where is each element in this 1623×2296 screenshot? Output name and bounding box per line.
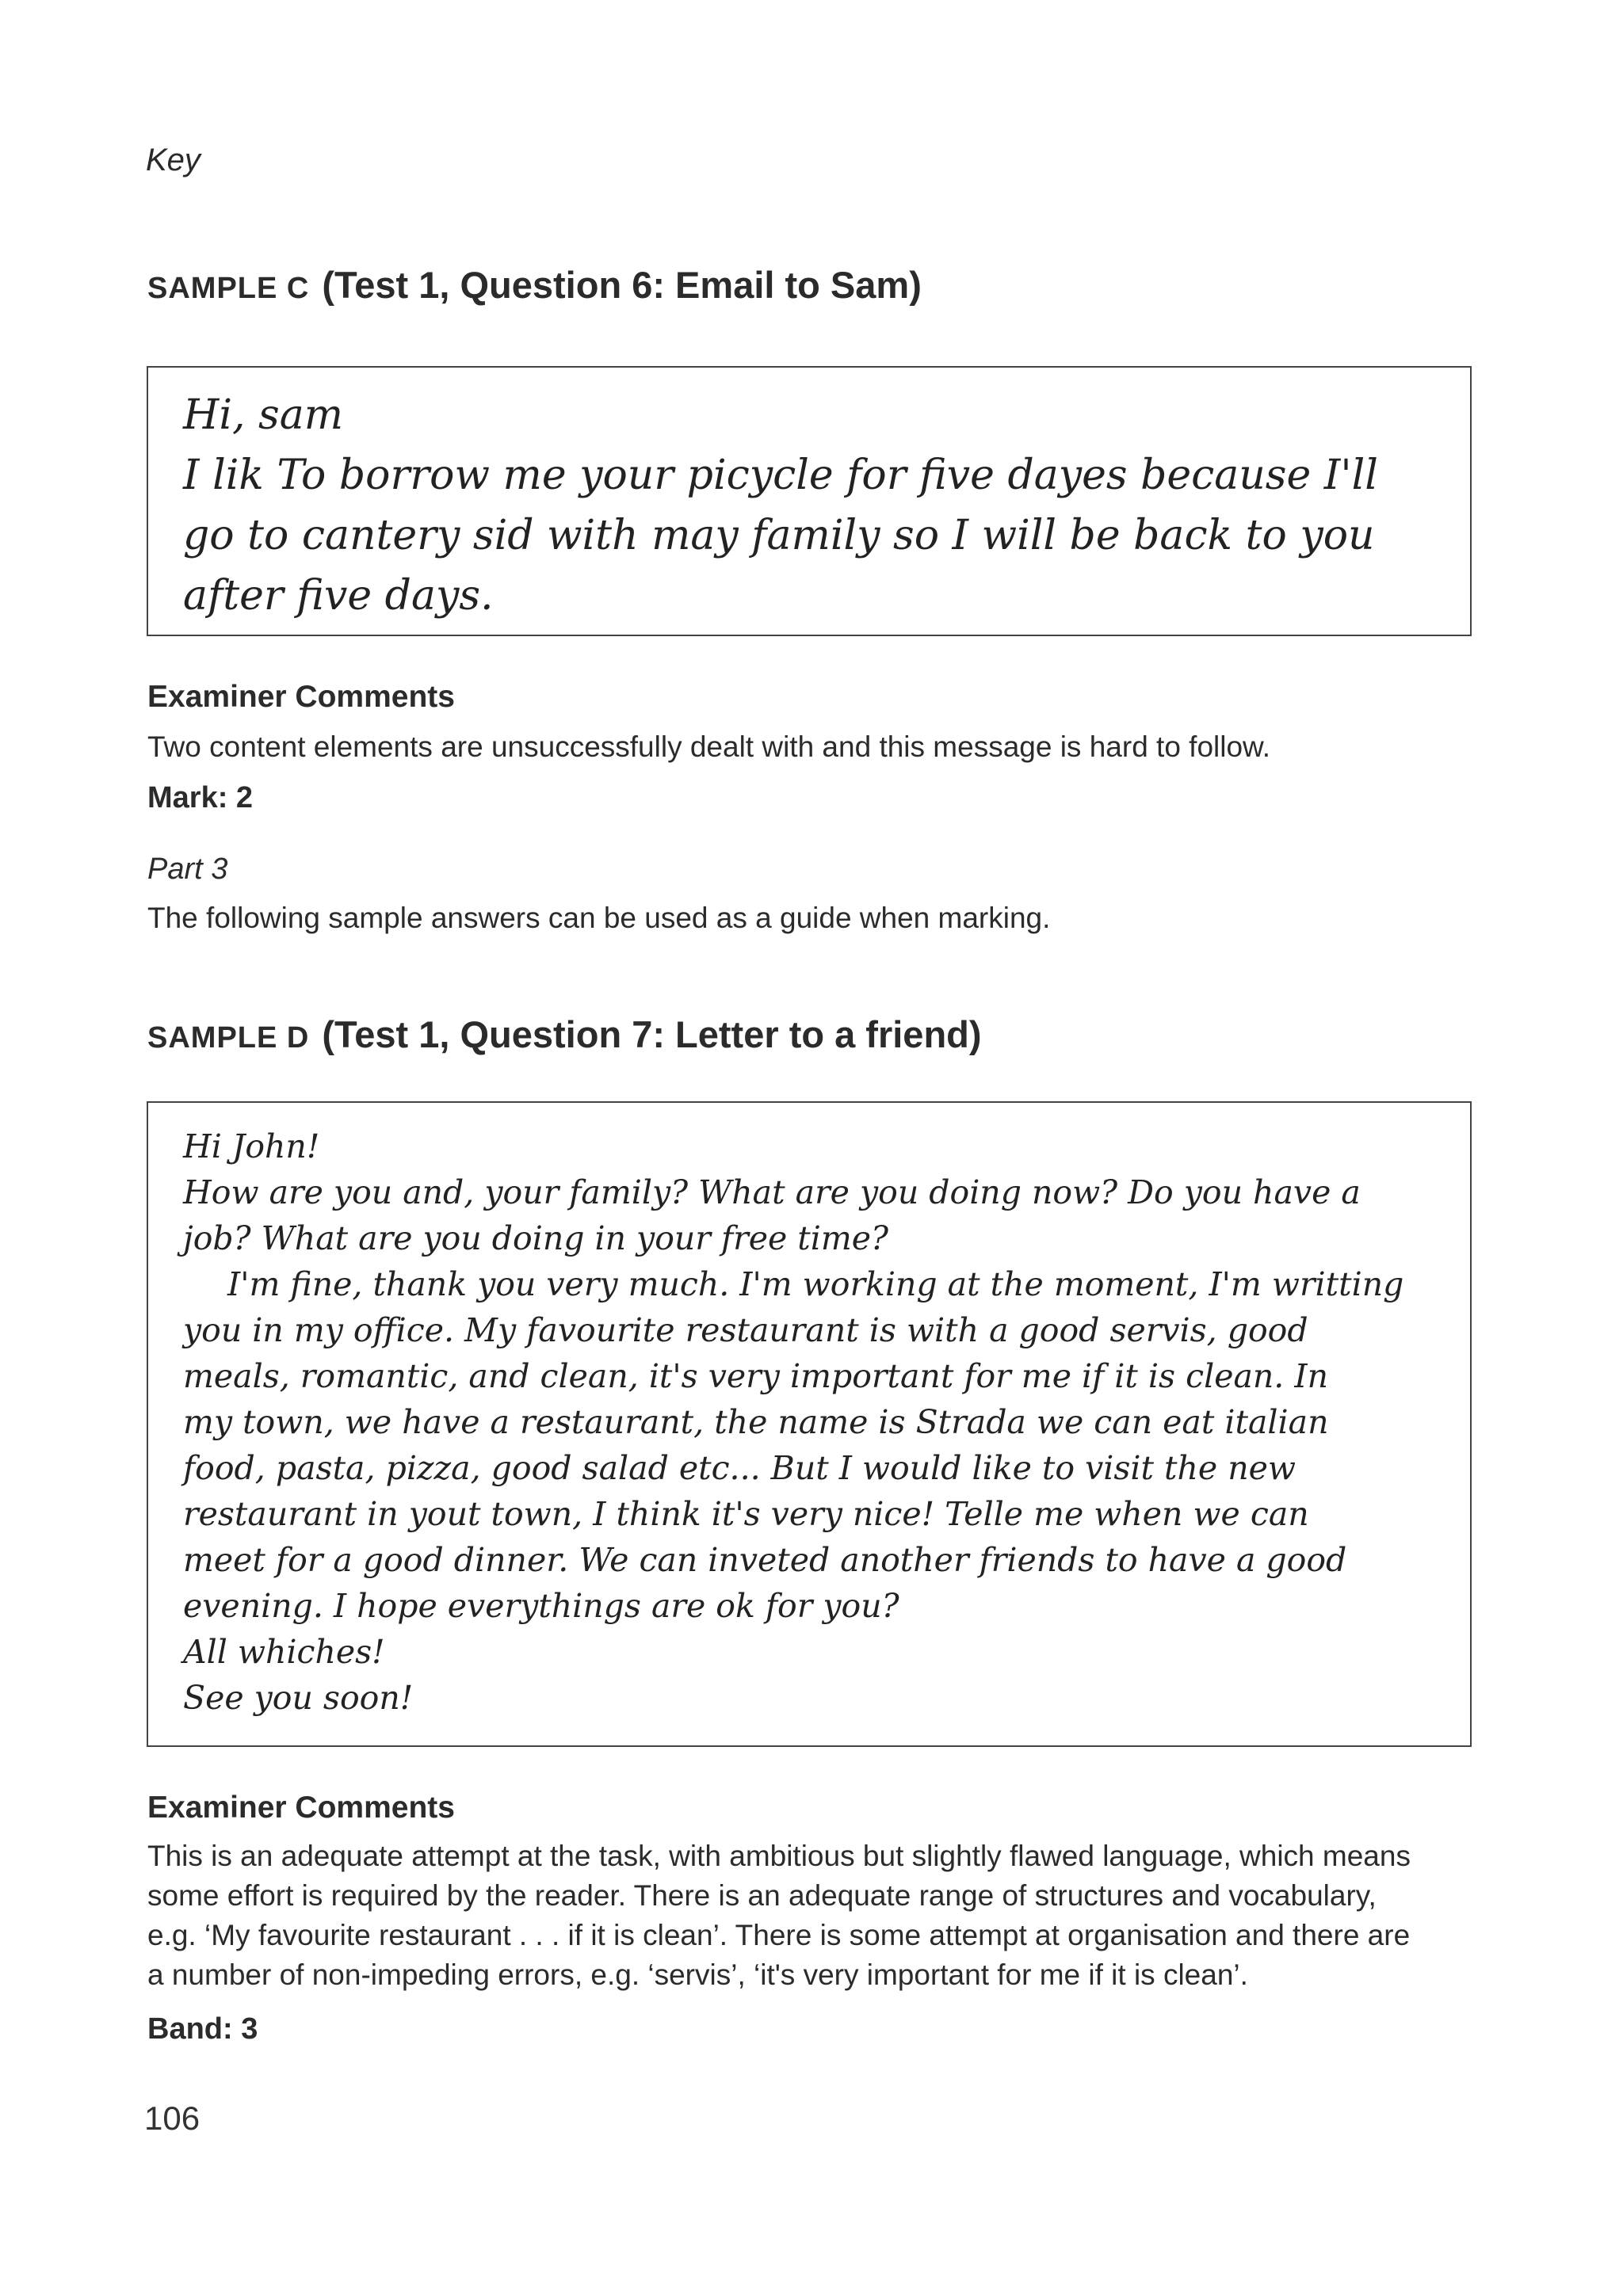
sample-c-comments-heading: Examiner Comments <box>147 680 455 714</box>
sample-c-heading <box>147 263 922 307</box>
page-number: 106 <box>144 2100 200 2137</box>
handwriting-line: go to cantery sid with may family so I will be back to you <box>183 512 1375 559</box>
handwriting-line: job? What are you doing in your free time? <box>183 1219 888 1257</box>
handwriting-line: See you soon! <box>183 1679 414 1717</box>
sample-d-comments <box>147 1836 1411 1995</box>
comment-line: some effort is required by the reader. There is an adequate range of structures and vocabulary, <box>147 1879 1377 1912</box>
sample-c-answer-box <box>147 366 1472 636</box>
sample-d-heading <box>147 1013 982 1056</box>
sample-c-comments: Two content elements are unsuccessfully dealt with and this message is hard to follow. <box>147 730 1271 763</box>
running-header: Key <box>146 143 200 177</box>
handwriting-line: after five days. <box>183 572 494 620</box>
handwriting-line: I lik To borrow me your picycle for five dayes because I'll <box>183 452 1378 499</box>
handwriting-line: my town, we have a restaurant, the name is Strada we can eat italian <box>183 1403 1329 1441</box>
sample-c-label: SAMPLE C <box>147 272 310 305</box>
comment-line: This is an adequate attempt at the task, with ambitious but slightly flawed language, which means <box>147 1840 1411 1872</box>
handwriting-line: How are you and, your family? What are you doing now? Do you have a <box>183 1173 1361 1211</box>
comment-line: a number of non-impeding errors, e.g. ‘servis’, ‘it's very important for me if it is clean’. <box>147 1958 1248 1991</box>
sample-d-label: SAMPLE D <box>147 1021 310 1055</box>
sample-c-mark: Mark: 2 <box>147 781 254 814</box>
sample-d-comments-heading: Examiner Comments <box>147 1791 455 1825</box>
handwriting-line: evening. I hope everythings are ok for you? <box>183 1587 899 1625</box>
part-intro: The following sample answers can be used as a guide when marking. <box>147 902 1051 934</box>
sample-d-band: Band: 3 <box>147 2012 258 2046</box>
handwriting-line: meals, romantic, and clean, it's very important for me if it is clean. In <box>183 1357 1328 1395</box>
handwriting-line: meet for a good dinner. We can inveted another friends to have a good <box>183 1541 1347 1579</box>
handwriting-line: I'm fine, thank you very much. I'm working at the moment, I'm writting <box>227 1265 1404 1303</box>
handwriting-line: food, pasta, pizza, good salad etc... But I would like to visit the new <box>183 1449 1296 1487</box>
handwriting-line: Hi, sam <box>183 391 344 439</box>
sample-d-title: (Test 1, Question 7: Letter to a friend) <box>322 1013 982 1055</box>
handwriting-line: All whiches! <box>183 1633 385 1671</box>
sample-d-answer-box <box>147 1101 1472 1747</box>
comment-line: e.g. ‘My favourite restaurant . . . if it is clean’. There is some attempt at organisation and there are <box>147 1919 1411 1951</box>
handwriting-line: Hi John! <box>183 1127 320 1165</box>
handwriting-line: you in my office. My favourite restaurant is with a good servis, good <box>183 1311 1308 1349</box>
part-label: Part 3 <box>147 852 228 886</box>
handwriting-line: restaurant in yout town, I think it's very nice! Telle me when we can <box>183 1495 1309 1533</box>
sample-c-title: (Test 1, Question 6: Email to Sam) <box>322 264 922 306</box>
